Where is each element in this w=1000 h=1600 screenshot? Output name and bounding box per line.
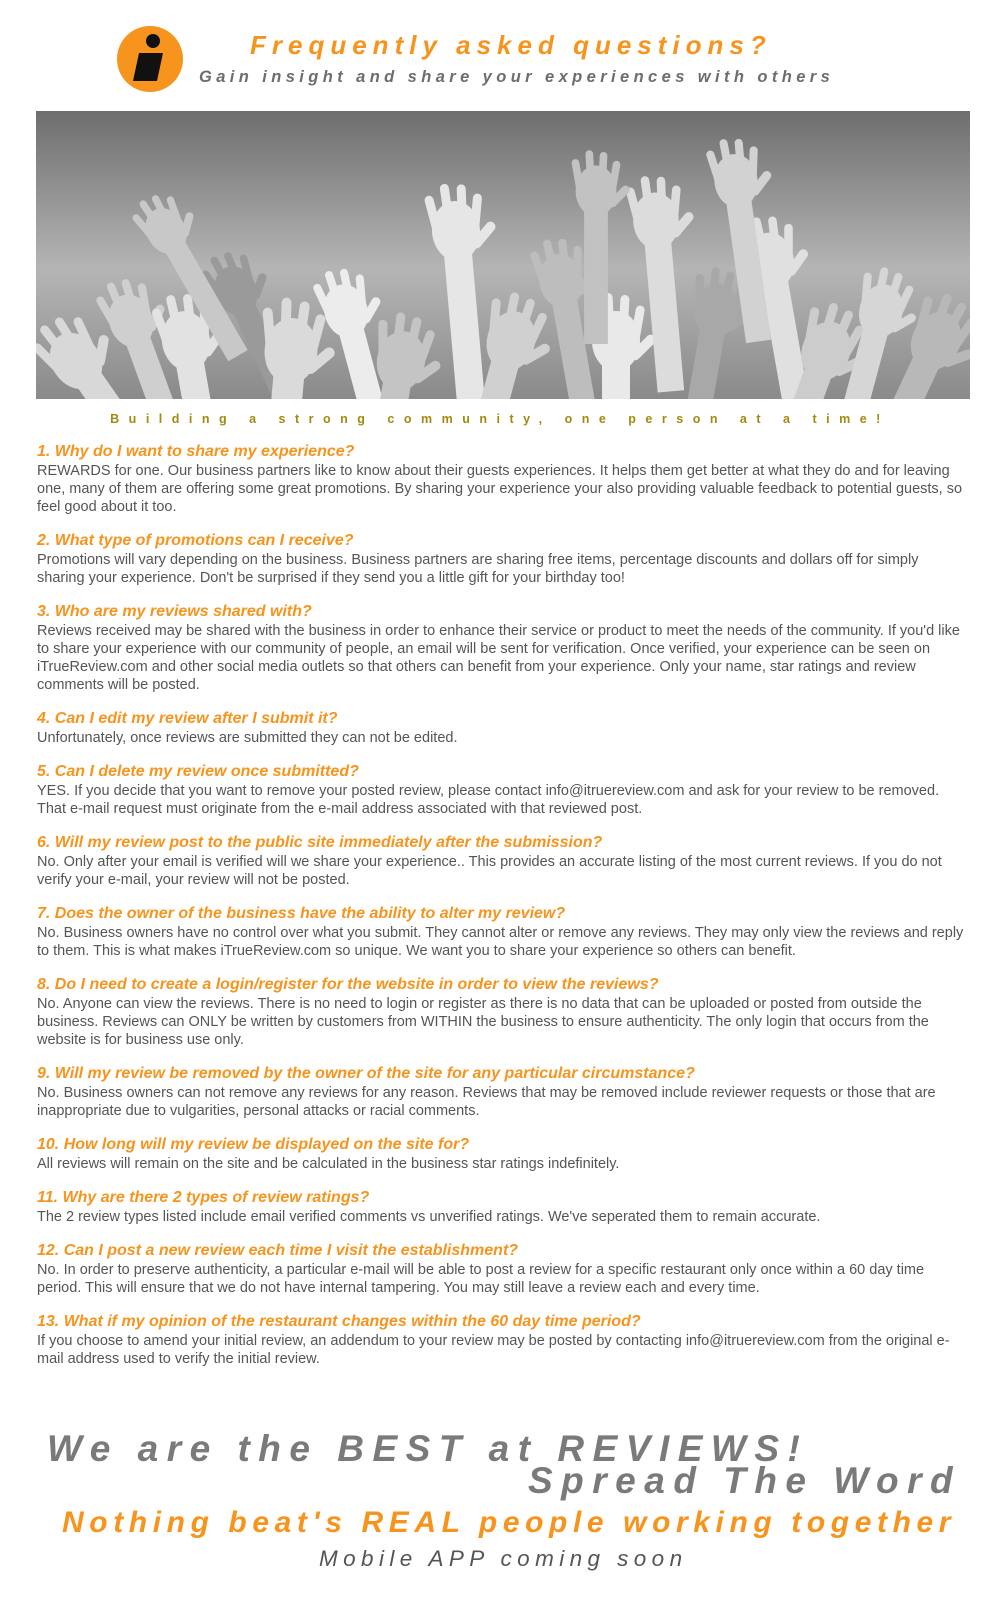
faq-answer: Unfortunately, once reviews are submitted they can not be edited. [37, 730, 458, 746]
faq-answer: No. Anyone can view the reviews. There is no need to login or register as there is no data that can be uploaded or posted from outside the business. Reviews can ONLY be written by customers from WITHIN the business to ensure authenticity. The only login that occurs from the website is for business use only. [37, 996, 929, 1048]
faq-answer: If you choose to amend your initial review, an addendum to your review may be posted by contacting info@itruereview.com from the original e-mail address used to verify the initial review. [37, 1333, 950, 1367]
faq-question: 10. How long will my review be displayed on the site for? [37, 1136, 470, 1153]
faq-question: 5. Can I delete my review once submitted? [37, 763, 359, 780]
faq-question: 3. Who are my reviews shared with? [37, 603, 312, 620]
faq-item [37, 904, 969, 960]
faq-answer: The 2 review types listed include email verified comments vs unverified ratings. We've seperated them to remain accurate. [37, 1209, 821, 1225]
faq-answer: No. Business owners can not remove any reviews for any reason. Reviews that may be removed include reviewer requests or those that are inappropriate due to vulgarities, personal attacks or racial comments. [37, 1085, 936, 1119]
tagline: Building a strong community, one person at a time! [110, 412, 890, 426]
faq-question: 2. What type of promotions can I receive? [37, 532, 354, 549]
faq-item [37, 1312, 969, 1368]
faq-item [37, 442, 969, 516]
faq-item [37, 1188, 969, 1226]
faq-question: 9. Will my review be removed by the owner of the site for any particular circumstance? [37, 1065, 695, 1082]
page-title: Frequently asked questions? [250, 30, 772, 60]
footer-tagline: Nothing beat's REAL people working together [62, 1506, 957, 1539]
faq-answer: No. Business owners have no control over what you submit. They cannot alter or remove any reviews. They may only view the reviews and reply to them. This is what makes iTrueReview.com so unique. We want you to share your experience so others can benefit. [37, 925, 964, 959]
faq-item [37, 531, 969, 587]
footer-spread-word: Spread The Word [528, 1460, 962, 1501]
faq-question: 12. Can I post a new review each time I visit the establishment? [37, 1242, 519, 1259]
faq-answer: REWARDS for one. Our business partners like to know about their guests experiences. It helps them get better at what they do and for leaving one, many of them are offering some great promotions. By sharing your experience your also providing valuable feedback to potential guests, so feel good about it too. [37, 463, 963, 515]
raised-hands-photo [36, 111, 970, 399]
faq-item [37, 975, 969, 1049]
faq-question: 8. Do I need to create a login/register for the website in order to view the reviews? [37, 976, 659, 993]
faq-answer: No. In order to preserve authenticity, a particular e-mail will be able to post a review for a specific restaurant only once within a 60 day time period. This will ensure that we do not have internal tampering. You may still leave a review each and every time. [37, 1262, 925, 1296]
faq-item [37, 833, 969, 889]
faq-list [37, 442, 969, 1383]
faq-question: 11. Why are there 2 types of review ratings? [37, 1189, 370, 1206]
faq-answer: Reviews received may be shared with the business in order to enhance their service or product to meet the needs of the community. If you'd like to share your experience with our community of people, an email will be sent for verification. Once verified, your experience can be seen on iTrueReview.com and other social media outlets so that others can benefit from your experience. Only your name, star ratings and review comments will be posted. [37, 623, 960, 693]
footer-mobile-app: Mobile APP coming soon [319, 1546, 688, 1571]
faq-question: 4. Can I edit my review after I submit it? [37, 710, 338, 727]
faq-question: 1. Why do I want to share my experience? [37, 443, 355, 460]
info-i-icon [117, 26, 183, 92]
faq-item [37, 762, 969, 818]
faq-answer: No. Only after your email is verified will we share your experience.. This provides an accurate listing of the most current reviews. If you do not verify your e-mail, your review will not be posted. [37, 854, 942, 888]
faq-item [37, 1135, 969, 1173]
faq-item [37, 602, 969, 694]
faq-question: 13. What if my opinion of the restaurant changes within the 60 day time period? [37, 1313, 641, 1330]
faq-item [37, 1064, 969, 1120]
faq-question: 7. Does the owner of the business have the ability to alter my review? [37, 905, 566, 922]
page-header [0, 0, 1000, 108]
faq-answer: All reviews will remain on the site and be calculated in the business star ratings indefinitely. [37, 1156, 620, 1172]
faq-answer: Promotions will vary depending on the business. Business partners are sharing free items, percentage discounts and dollars off for simply sharing your experience. Don't be surprised if they send you a little gift for your birthday too! [37, 552, 919, 586]
faq-item [37, 1241, 969, 1297]
page-subtitle: Gain insight and share your experiences with others [199, 68, 835, 86]
faq-answer: YES. If you decide that you want to remove your posted review, please contact info@itruereview.com and ask for your review to be removed. That e-mail request must originate from the e-mail address associated with that reviewed post. [37, 783, 940, 817]
faq-item [37, 709, 969, 747]
footer-slogan: We are the BEST at REVIEWS! [47, 1428, 809, 1469]
faq-question: 6. Will my review post to the public site immediately after the submission? [37, 834, 603, 851]
